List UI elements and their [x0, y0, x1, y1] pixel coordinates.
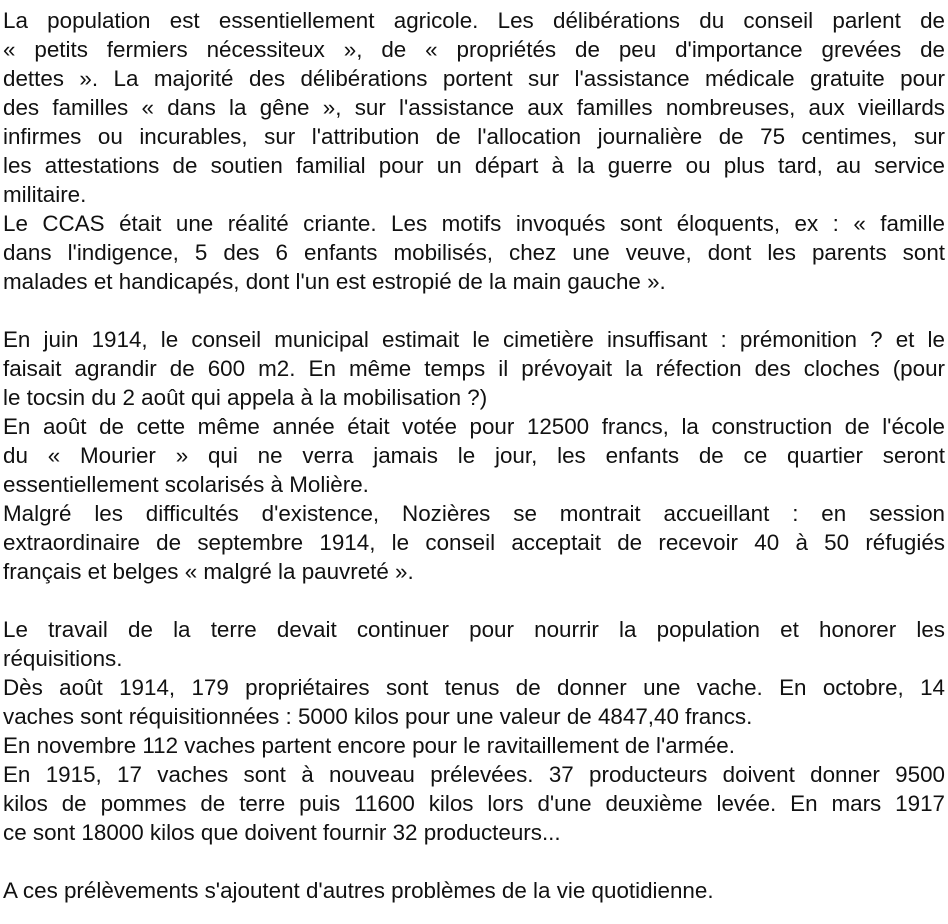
text-line: En juin 1914, le conseil municipal estimait le cimetière insuffisant : prémonition ? et le [3, 327, 945, 352]
text-line: militaire. [3, 182, 87, 207]
text-line: En août de cette même année était votée pour 12500 francs, la construction de l'école [3, 414, 945, 439]
paragraph [3, 325, 945, 412]
document-body [3, 6, 945, 905]
paragraph [3, 209, 945, 296]
paragraph [3, 615, 945, 673]
paragraph [3, 760, 945, 847]
text-line: vaches sont réquisitionnées : 5000 kilos pour une valeur de 4847,40 francs. [3, 704, 753, 729]
text-line: dans l'indigence, 5 des 6 enfants mobilisés, chez une veuve, dont les parents sont [3, 240, 945, 265]
text-line: le tocsin du 2 août qui appela à la mobilisation ?) [3, 385, 488, 410]
text-line: malades et handicapés, dont l'un est estropié de la main gauche ». [3, 269, 666, 294]
text-line: En novembre 112 vaches partent encore pour le ravitaillement de l'armée. [3, 733, 735, 758]
paragraph [3, 412, 945, 499]
text-line: des familles « dans la gêne », sur l'assistance aux familles nombreuses, aux vieillards [3, 95, 945, 120]
paragraph [3, 673, 945, 731]
text-line: A ces prélèvements s'ajoutent d'autres problèmes de la vie quotidienne. [3, 878, 714, 903]
paragraph [3, 876, 945, 905]
text-line: dettes ». La majorité des délibérations portent sur l'assistance médicale gratuite pour [3, 66, 945, 91]
text-line: Le travail de la terre devait continuer pour nourrir la population et honorer les [3, 617, 945, 642]
text-line: faisait agrandir de 600 m2. En même temps il prévoyait la réfection des cloches (pour [3, 356, 945, 381]
text-line: français et belges « malgré la pauvreté ». [3, 559, 414, 584]
paragraph [3, 6, 945, 209]
text-line: réquisitions. [3, 646, 123, 671]
text-line: « petits fermiers nécessiteux », de « propriétés de peu d'importance grevées de [3, 37, 945, 62]
text-line: les attestations de soutien familial pour un départ à la guerre ou plus tard, au service [3, 153, 945, 178]
text-line: ce sont 18000 kilos que doivent fournir 32 producteurs... [3, 820, 561, 845]
text-line: Malgré les difficultés d'existence, Nozières se montrait accueillant : en session [3, 501, 945, 526]
paragraph-spacer [3, 586, 945, 615]
text-line: extraordinaire de septembre 1914, le conseil acceptait de recevoir 40 à 50 réfugiés [3, 530, 945, 555]
text-line: du « Mourier » qui ne verra jamais le jour, les enfants de ce quartier seront [3, 443, 945, 468]
text-line: En 1915, 17 vaches sont à nouveau prélevées. 37 producteurs doivent donner 9500 [3, 762, 945, 787]
text-line: Le CCAS était une réalité criante. Les motifs invoqués sont éloquents, ex : « famille [3, 211, 945, 236]
text-line: Dès août 1914, 179 propriétaires sont tenus de donner une vache. En octobre, 14 [3, 675, 945, 700]
paragraph-spacer [3, 296, 945, 325]
text-line: essentiellement scolarisés à Molière. [3, 472, 369, 497]
paragraph [3, 499, 945, 586]
text-line: kilos de pommes de terre puis 11600 kilos lors d'une deuxième levée. En mars 1917 [3, 791, 945, 816]
paragraph [3, 731, 945, 760]
paragraph-spacer [3, 847, 945, 876]
text-line: La population est essentiellement agricole. Les délibérations du conseil parlent de [3, 8, 945, 33]
text-line: infirmes ou incurables, sur l'attribution de l'allocation journalière de 75 centimes, sur [3, 124, 945, 149]
